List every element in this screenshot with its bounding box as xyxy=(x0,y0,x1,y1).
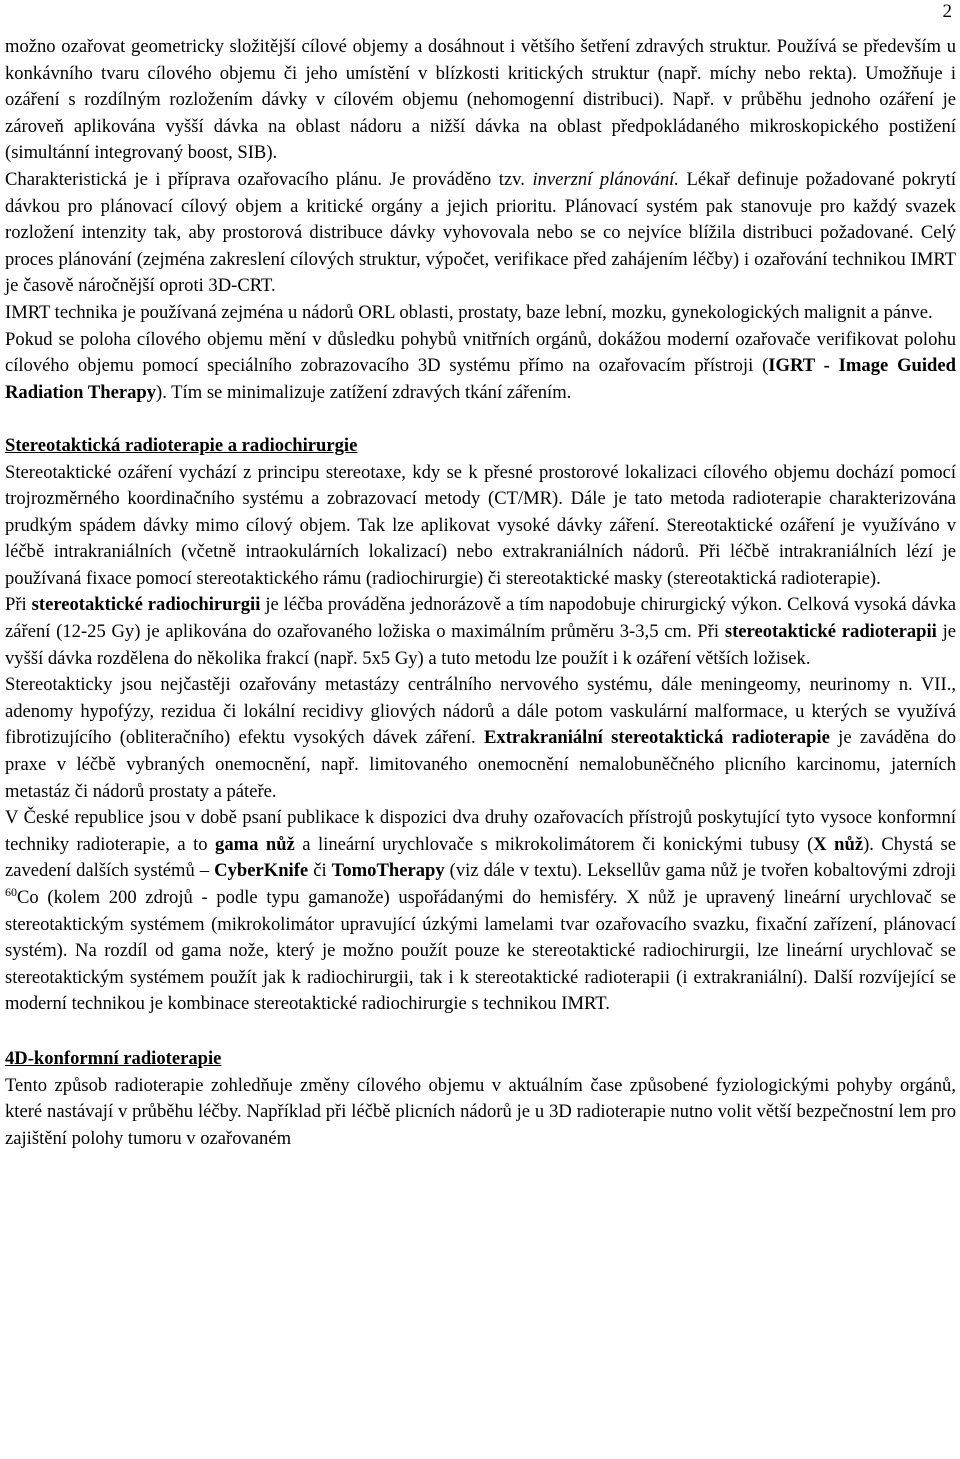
bold-term: stereotaktické radioterapii xyxy=(724,621,937,643)
italic-term: inverzní plánování. xyxy=(532,168,679,190)
paragraph-ozarovani: možno ozařovat geometricky složitější cílové objemy a dosáhnout i většího šetření zdravých struktur. Používá se především u konkávního tvaru cílového objemu či jeho umístění v blízkosti kritických struktur (např. míchy nebo rekta). Umožňuje i ozáření s rozdílným rozložením dávky v cílovém objemu (nehomogenní distribuci). Např. v průběhu jednoho ozáření je zároveň aplikována vyšší dávka na oblast nádoru a nižší dávka na oblast předpokládaného mikroskopického postižení (simultánní integrovaný boost, SIB). xyxy=(5,36,956,164)
text-span: Lékař definuje požadované pokrytí dávkou pro plánovací cílový objem a kritické orgány a jejich prioritu. Plánovací systém pak stanovuje pro každý svazek rozložení intenzity tak, aby prostorová distribuce dávky vyhovovala nebo se co nejvíce blížila distribuci požadované. Celý proces plánování (zejména zakreslení cílových struktur, výpočet, verifikace před zahájením léčby) i ozařování technikou IMRT je časově náročnější oproti 3D-CRT. xyxy=(5,168,956,297)
superscript-isotope: 60 xyxy=(5,884,17,899)
text-span: a lineární urychlovače s mikrokolimátorem či konickými tubusy ( xyxy=(294,833,814,855)
text-span: Charakteristická je i příprava ozařovacího plánu. Je prováděno tzv. xyxy=(5,168,533,190)
bold-term: IGRT - Image Guided Radiation Therapy xyxy=(5,355,956,403)
page-number: 2 xyxy=(942,1,952,22)
document-body xyxy=(5,34,956,1152)
bold-term: Extrakraniální stereotaktická radioterapie xyxy=(484,727,830,749)
paragraph-radiochirurgie xyxy=(5,592,956,672)
paragraph-inverzni-planovani xyxy=(5,167,956,300)
bold-term: stereotaktické radiochirurgii xyxy=(31,594,261,616)
text-span: je zaváděna do praxe v léčbě vybraných onemocnění, např. limitovaného onemocnění nemalobuněčného plicního karcinomu, jaterních metastáz či nádorů prostaty a páteře. xyxy=(5,727,957,802)
bold-term: X nůž xyxy=(813,833,864,855)
bold-term: gama nůž xyxy=(215,833,295,855)
bold-term: CyberKnife xyxy=(214,860,309,882)
text-span: či xyxy=(308,860,332,882)
paragraph-indikace xyxy=(5,672,956,805)
paragraph-imrt-technika: IMRT technika je používaná zejména u nádorů ORL oblasti, prostaty, baze lební, mozku, gynekologických malignit a pánve. xyxy=(5,301,933,323)
bold-term: TomoTherapy xyxy=(331,860,445,882)
text-span: Co (kolem 200 zdrojů - podle typu gamanože) uspořádanými do hemisféry. X nůž je upravený lineární urychlovač se stereotaktickým systémem (mikrokolimátor upravující úzkými lamelami tvar ozařovacího svazku, fixační zařízení, plánovací systém). Na rozdíl od gama nože, který je možno použít pouze ke stereotaktické radiochirurgii, lze lineární urychlovač se stereotaktickým systémem použít jak k radiochirurgii, tak i k stereotaktické radioterapii (i extrakraniální). Další rozvíjející se moderní technikou je kombinace stereotaktické radiochirurgie s technikou IMRT. xyxy=(5,887,956,1015)
paragraph-4d: Tento způsob radioterapie zohledňuje změny cílového objemu v aktuálním čase způsobené fyziologickými pohyby orgánů, které nastávají v průběhu léčby. Například při léčbě plicních nádorů je u 3D radioterapie nutno volit větší bezpečnostní lem pro zajištění polohy tumoru v ozařovaném xyxy=(5,1074,956,1149)
paragraph-igrt xyxy=(5,327,956,407)
text-span: Při xyxy=(5,594,32,616)
paragraph-stereotaxe: Stereotaktické ozáření vychází z principu stereotaxe, kdy se k přesné prostorové lokalizaci cílového objemu dochází pomocí trojrozměrného koordinačního systému a zobrazovací metody (CT/MR). Dále je tato metoda radioterapie charakterizována prudkým spádem dávky mimo cílový objem. Tak lze aplikovat vysoké dávky záření. Stereotaktické ozáření je využíváno v léčbě intrakraniálních (včetně intraokulárních lokalizací) nebo extrakraniálních nádorů. Při léčbě intrakraniálních lézí je používaná fixace pomocí stereotaktického rámu (radiochirurgie) či stereotaktické masky (stereotaktická radioterapie). xyxy=(5,461,956,589)
text-span: je vyšší dávka rozdělena do několika frakcí (např. 5x5 Gy) a tuto metodu lze použít i k ozáření větších ložisek. xyxy=(5,621,956,669)
text-span: je léčba prováděna jednorázově a tím napodobuje chirurgický výkon. Celková vysoká dávka záření (12-25 Gy) je aplikována do ozařovaného ložiska o maximálním průměru 3-3,5 cm. Při xyxy=(5,594,956,643)
text-span: ). Tím se minimalizuje zatížení zdravých tkání zářením. xyxy=(156,381,572,403)
text-span: ). Chystá se zavedení dalších systémů – xyxy=(5,833,956,882)
text-span: (viz dále v textu). Leksellův gama nůž je tvořen kobaltovými zdroji xyxy=(444,860,957,882)
text-span: Pokud se poloha cílového objemu mění v důsledku pohybů vnitřních orgánů, dokážou moderní ozařovače verifikovat polohu cílového objemu pomocí speciálního zobrazovacího 3D systému přímo na ozařovacím přístroji ( xyxy=(5,328,956,377)
text-span: Stereotakticky jsou nejčastěji ozařovány metastázy centrálního nervového systému, dále meningeomy, neurinomy n. VII., adenomy hypofýzy, rezidua či lokální recidivy gliových nádorů a dále potom vaskulární malformace, u kterých se využívá fibrotizujícího (obliteračního) efektu vysokých dávek záření. xyxy=(5,674,956,749)
section-heading-4d: 4D-konformní radioterapie xyxy=(5,1047,222,1069)
paragraph-pristroje xyxy=(5,805,956,1018)
section-heading-stereotakticka: Stereotaktická radioterapie a radiochirurgie xyxy=(5,434,358,456)
text-span: V České republice jsou v době psaní publikace k dispozici dva druhy ozařovacích přístrojů poskytující tyto vysoce konformní techniky radioterapie, a to xyxy=(5,807,956,855)
